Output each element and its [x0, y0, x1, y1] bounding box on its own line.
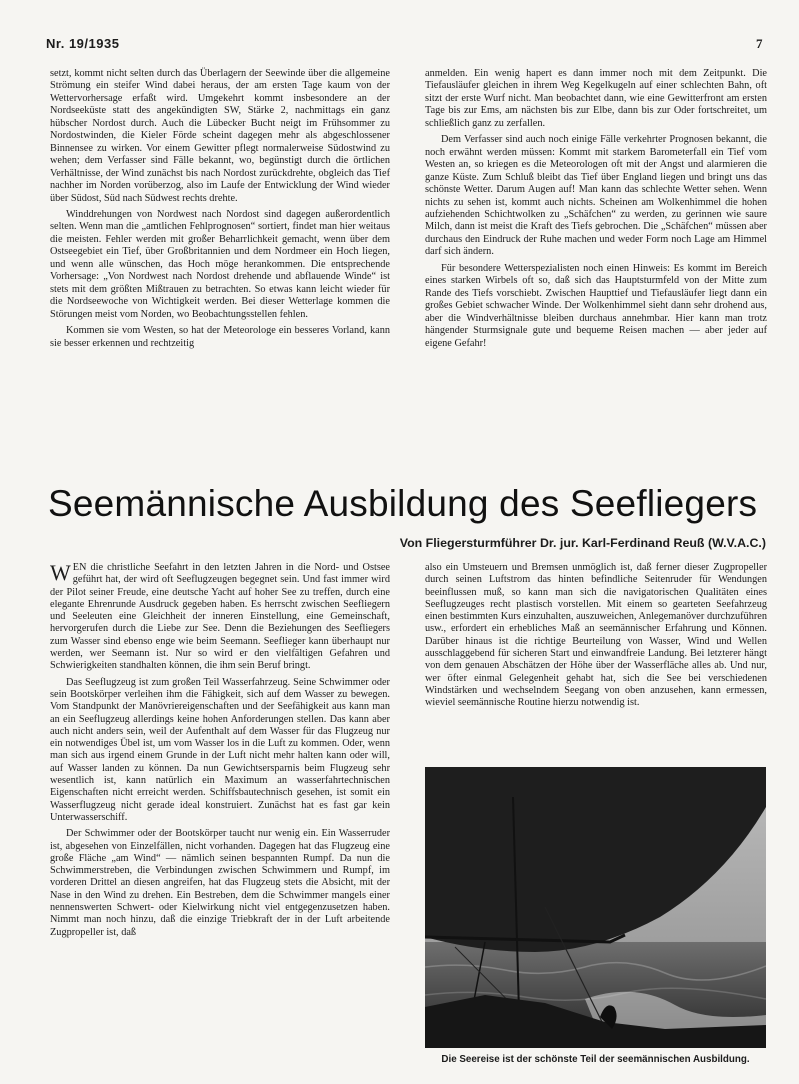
paragraph-text: EN die christliche Seefahrt in den letzten Jahren in die Nord- und Ostsee geführt hat, der wird oft Seeflugzeugen begegnet sein. Und fast immer wird der Pilot seiner Freude, eine deutsche Yacht auf hoher See zu treffen, durch eine elegante Ehrenrunde Ausdruck gegeben haben. Es herrscht zwischen Seefliegern und Seeleuten eine Gleichheit der inneren Einstellung, eine Gemeinschaft, hervorgerufen durch die Liebe zur See. Denn die Beziehungen des Seefliegers zum Wasser sind ebenso enge wie beim Seemann. Seeflieger kann überhaupt nur werden, wer Seemann ist. Nur so wird er den vielfältigen Gefahren und Schwierigkeiten standhalten können, die ihm sein Beruf bringt.: [50, 562, 390, 672]
article-column-left: [50, 562, 390, 943]
paragraph: setzt, kommt nicht selten durch das Überlagern der Seewinde über die allgemeine Strömung ein steifer Wind dabei heraus, der am ersten Tage kaum von der Wettervorhersage erfaßt wird. Umgekehrt kommt insbesondere an der Nordseeküste statt des angekündigten SW, Stärke 2, nachmittags ein ganz hübscher Nordost durch. Auch die Lübecker Bucht neigt im Frühsommer zu Nordostwinden, die Kieler Förde scheint dagegen mehr als abgeschlossener Binnensee zu wirken. Vor einem Gewitter pflegt normalerweise Südostwind zu wehen; dem Verfasser sind Fälle bekannt, wo, begünstigt durch die örtlichen Verhältnisse, der Wind zunächst bis nach Nordost zurückdrehte, obgleich das Tief nachher im Norden vorüberzog, also im Laufe der Entwicklung der Wind wieder über Südost, Süd nach Südwest rechts drehte.: [50, 68, 390, 204]
paragraph: Winddrehungen von Nordwest nach Nordost sind dagegen außerordentlich selten. Wenn man die „amtlichen Fehlprognosen“ sortiert, findet man hier weitaus die meisten. Fehler werden mit großer Beharrlichkeit gemacht, wenn über dem Ostseegebiet ein Tief, über Großbritannien und dem Nordmeer ein Hoch liegen, und wenn alle wünschen, das Hoch möge herankommen. Die entsprechende Vorhersage: „Von Nordwest nach Nordost drehende und abflauende Winde“ ist stets mit dem größten Mißtrauen zu betrachten. So etwas kann leicht wieder für die Nordseewoche von Wichtigkeit werden. Bei dieser Wetterlage kommen die Störungen meist vom Norden, wo Beobachtungsstellen fehlen.: [50, 208, 390, 320]
top-column-left: [50, 68, 390, 354]
paragraph: [50, 562, 390, 673]
paragraph: also ein Umsteuern und Bremsen unmöglich ist, daß ferner dieser Zugpropeller durch seinen Luftstrom das hinten befindliche Seitenruder für Wendungen beeinflussen muß, so kann man sich die navigatorischen Qualitäten eines Seeflugzeuges recht plastisch vorstellen. Mit einem so gearteten Seefahrzeug einen bestimmten Kurs einzuhalten, auszuweichen, Anlegemanöver durchzuführen usw., erfordert ein erhebliches Maß an seemännischer Erfahrung und Können. Darüber hinaus ist die richtige Beurteilung von Wasser, Wind und Wellen ausschlaggebend für sicheren Start und einwandfreie Landung. Bei letzterer hängt von dem genauen Abschätzen der Höhe über der Wasserfläche alles ab. Und nur, wer öfter einmal Gelegenheit gehabt hat, sich die See bei verschiedenen Windstärken und wechselndem Seegang von oben anzusehen, kann ermessen, wieviel seemännische Routine hierzu notwendig ist.: [425, 562, 767, 709]
paragraph: Dem Verfasser sind auch noch einige Fälle verkehrter Prognosen bekannt, die noch erwähnt werden müssen: Kommt mit starkem Barometerfall ein Tief vom Westen an, so kriegen es die Meteorologen oft mit der Angst und alarmieren die ganze Küste. Zum Schluß bleibt das Tief über England liegen und bringt uns das schönste Wetter. Darum Augen auf! Man kann das schlechte Wetter sehen. Wenn nichts zu sehen ist, kommt auch nichts. Scheinen am Wolkenhimmel die hohen aufziehenden Schichtwolken zu „Schäfchen“ zu werden, zu gerinnen wie saure Milch, dann ist meist die Kraft des Tiefs gebrochen. Die „Schäfchen“ müssen aber durchaus den Eindruck der Ruhe machen und weder Form noch Lage am Himmel darf sich ändern.: [425, 134, 767, 258]
article-byline: Von Fliegersturmführer Dr. jur. Karl-Ferdinand Reuß (W.V.A.C.): [399, 536, 766, 550]
sailing-photo-image: [425, 767, 766, 1048]
drop-cap: W: [50, 560, 71, 585]
issue-number: Nr. 19/1935: [46, 36, 120, 51]
page-number: 7: [756, 36, 763, 51]
photo-caption: Die Seereise ist der schönste Teil der seemännischen Ausbildung.: [441, 1054, 750, 1065]
paragraph: Der Schwimmer oder der Bootskörper taucht nur wenig ein. Ein Wasserruder ist, abgesehen von Einzelfällen, nicht vorhanden. Dagegen hat das Flugzeug eine große Fläche „am Wind“ — nämlich seinen bespannten Rumpf. Da nun die Schwimmerstreben, die Verbindungen zwischen Schwimmern und Rumpf, im vorderen Drittel an diesen angreifen, hat das Flugzeug stets die Absicht, mit der Nase in den Wind zu drehen. Ein Bestreben, dem die Schwimmer mangels einer nennenswerten Schwert- oder Kielwirkung nicht viel entgegenzusetzen haben. Nimmt man noch hinzu, daß die einzige Triebkraft der in der Luft arbeitende Zugpropeller ist, daß: [50, 828, 390, 938]
top-column-right: [425, 68, 767, 354]
paragraph: Das Seeflugzeug ist zum großen Teil Wasserfahrzeug. Seine Schwimmer oder sein Bootskörper verleihen ihm die Fähigkeit, sich auf dem Wasser zu bewegen. Vom Standpunkt der Manövriereigenschaften und der Seefähigkeit aus kann man an ein Seeflugzeug allerdings keine hohen Anforderungen stellen. Das kann aber auch nicht anders sein, weil der Aufenthalt auf dem Wasser für das Flugzeug nur ein notwendiges Übel ist, um vom Wasser los in die Luft zu kommen. Oder, wenn man sich aus irgend einem Grunde in der Luft nicht mehr halten kann oder will, auf Wasser landen zu können. Da nun Gewichtsersparnis beim Flugzeug sehr wesentlich ist, kann natürlich ein Maximum an wasserfahrtechnischen Eigenschaften nicht erreicht werden. Schiffsbautechnisch gesehen, ist somit ein Wasserflugzeug nicht gerade ideal konstruiert. Zunächst hat es fast gar kein Unterwasserschiff.: [50, 676, 390, 823]
article-column-right: [425, 562, 767, 714]
paragraph: Kommen sie vom Westen, so hat der Meteorologe ein besseres Vorland, kann sie besser erkennen und rechtzeitig: [50, 325, 390, 349]
paragraph: anmelden. Ein wenig hapert es dann immer noch mit dem Zeitpunkt. Die Tiefausläufer gleichen in ihrem Weg Kegelkugeln auf einer schlechten Bahn, oft sitzt der erste Wurf nicht. Man beobachtet dann, wie eine Gewitterfront am ersten Tage bis zur Ems, am nächsten bis zur Elbe, dann bis zur Oder fortschreitet, um schließlich ganz zu zerfallen.: [425, 68, 767, 129]
sailing-photo: [425, 767, 766, 1048]
article-title: Seemännische Ausbildung des Seefliegers: [48, 483, 758, 524]
paragraph: Für besondere Wetterspezialisten noch einen Hinweis: Es kommt im Bereich eines starken Wirbels oft so, daß sich das Hauptsturmfeld von der Mitte zum Rande des Tiefs vorschiebt. Zwischen Haupttief und Tiefausläufer liegt dann ein großes Gebiet schwacher Winde. Der Wolkenhimmel sieht dann sehr drohend aus, aber die Windverhältnisse bleiben durchaus annehmbar. Hier kann man trotz hängender Sturmsignale gute und bequeme Reisen machen — aber jeder auf eigene Gefahr!: [425, 262, 767, 349]
